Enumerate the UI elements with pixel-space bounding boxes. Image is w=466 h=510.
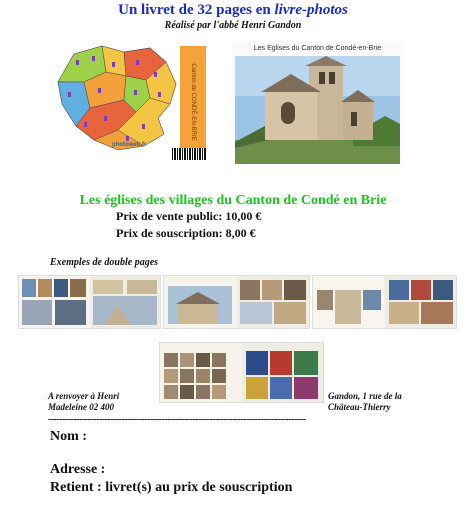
return-address bbox=[328, 391, 402, 413]
address-line-2: Château-Thierry bbox=[328, 402, 391, 412]
front-cover-image bbox=[232, 42, 403, 166]
double-page-example bbox=[159, 342, 324, 403]
double-page-example bbox=[18, 275, 161, 329]
church-photo bbox=[235, 56, 400, 164]
band-text: Canton de CONDÉ-EN-BRIE bbox=[190, 63, 196, 141]
back-cover-image bbox=[54, 42, 224, 166]
address-line-1: Gandon, 1 rue de la bbox=[328, 391, 402, 401]
page-subtitle: Réalisé par l'abbé Henri Gandon bbox=[164, 20, 302, 31]
examples-heading: Exemples de double pages bbox=[50, 257, 159, 268]
title-prefix: Un livret de 32 pages en bbox=[118, 2, 275, 18]
return-line-1: A renvoyer à Henri bbox=[48, 391, 120, 401]
quantity-field-label: Retient : livret(s) au prix de souscription bbox=[50, 480, 293, 495]
cover-caption: Les Eglises du Canton de Condé-en-Brie bbox=[253, 45, 382, 52]
cut-line: ------------------------------------------------------------------------------------------- bbox=[48, 414, 306, 425]
publisher-logo: photoweb.fr bbox=[112, 142, 147, 148]
page-title bbox=[0, 2, 466, 19]
price-subscription: Prix de souscription: 8,00 € bbox=[116, 226, 256, 240]
barcode bbox=[172, 148, 206, 160]
return-line-2: Madeleine 02 400 bbox=[48, 402, 114, 412]
name-field-label: Nom : bbox=[50, 429, 87, 444]
title-emphasis: livre-photos bbox=[274, 2, 348, 18]
return-instruction bbox=[48, 391, 119, 413]
double-page-example bbox=[163, 275, 310, 329]
price-public: Prix de vente public: 10,00 € bbox=[116, 209, 262, 223]
offer-heading: Les églises des villages du Canton de Condé en Brie bbox=[79, 193, 387, 208]
canton-map bbox=[54, 42, 184, 157]
double-page-example bbox=[312, 275, 457, 329]
address-field-label: Adresse : bbox=[50, 462, 106, 477]
